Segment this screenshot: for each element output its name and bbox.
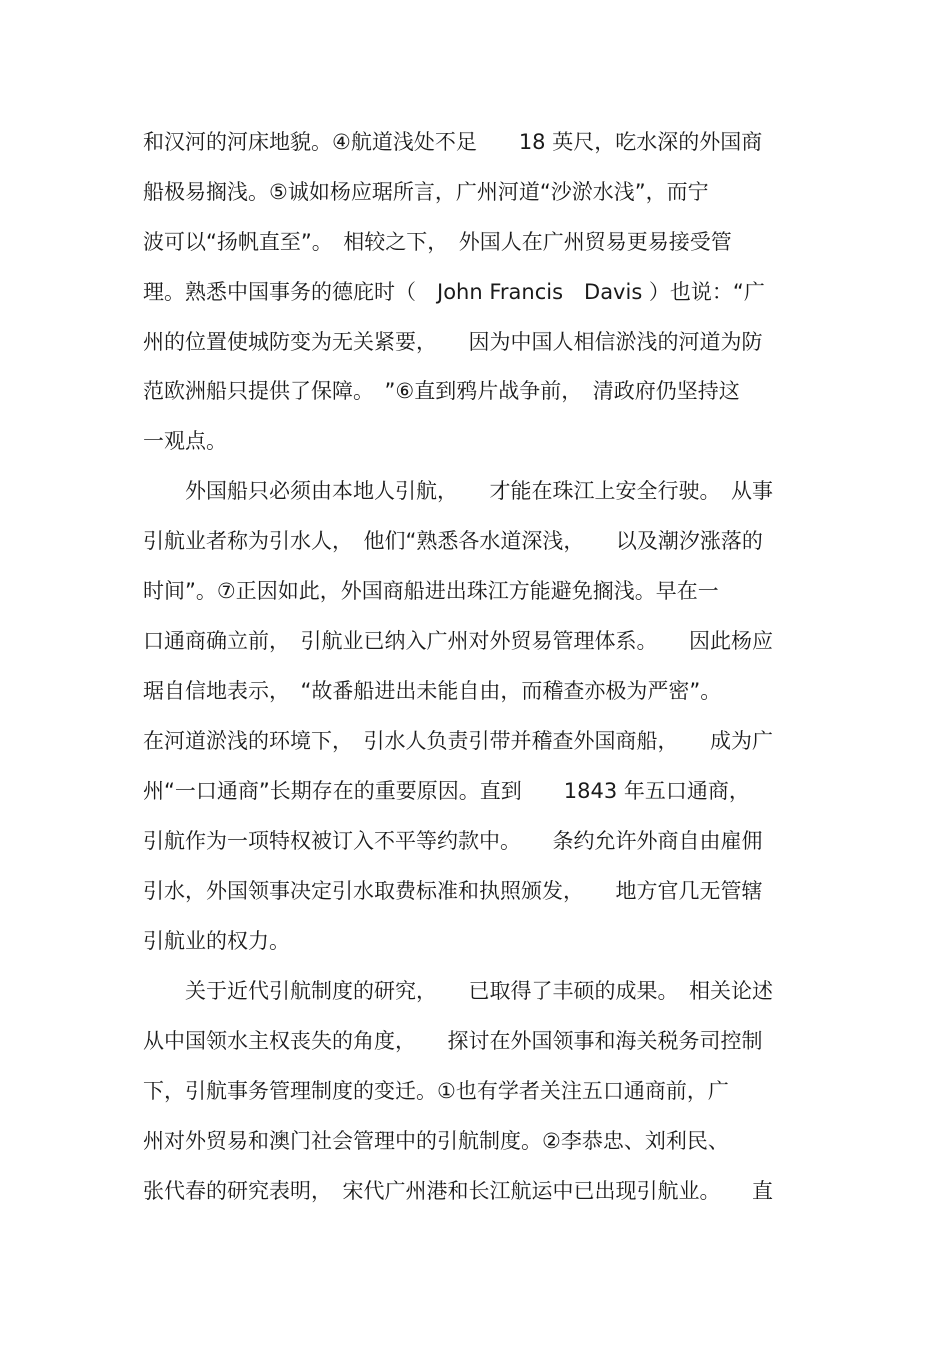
text-line: 在河道淤浅的环境下， 引水人负责引带并稽查外国商船， 成为广 (143, 729, 773, 753)
text-line: 和汉河的河床地貌。④航道浅处不足 18 英尺，吃水深的外国商 (143, 130, 763, 154)
text-line: 范欧洲船只提供了保障。 ”⑥直到鸦片战争前， 清政府仍坚持这 (143, 379, 740, 403)
text-line: 琚自信地表示， “故番船进出未能自由，而稽查亦极为严密”。 (143, 679, 722, 703)
text-line: 关于近代引航制度的研究， 已取得了丰硕的成果。 相关论述 (143, 979, 773, 1003)
text-line: 一观点。 (143, 429, 227, 453)
text-line: 张代春的研究表明， 宋代广州港和长江航运中已出现引航业。 直 (143, 1179, 773, 1203)
text-line: 口通商确立前， 引航业已纳入广州对外贸易管理体系。 因此杨应 (143, 629, 773, 653)
text-line: 引航业的权力。 (143, 929, 290, 953)
text-line: 州的位置使城防变为无关紧要， 因为中国人相信淤浅的河道为防 (143, 330, 763, 354)
text-line: 理。熟悉中国事务的德庇时（ John Francis Davis ）也说：“广 (143, 280, 765, 304)
text-line: 引水，外国领事决定引水取费标准和执照颁发， 地方官几无管辖 (143, 879, 763, 903)
text-line: 从中国领水主权丧失的角度， 探讨在外国领事和海关税务司控制 (143, 1029, 763, 1053)
text-line: 外国船只必须由本地人引航， 才能在珠江上安全行驶。 从事 (143, 479, 773, 503)
text-line: 州“一口通商”长期存在的重要原因。直到 1843 年五口通商， (143, 779, 750, 803)
text-line: 时间”。⑦正因如此，外国商船进出珠江方能避免搁浅。早在一 (143, 579, 719, 603)
text-line: 引航业者称为引水人， 他们“熟悉各水道深浅， 以及潮汐涨落的 (143, 529, 763, 553)
text-line: 引航作为一项特权被订入不平等约款中。 条约允许外商自由雇佣 (143, 829, 763, 853)
text-line: 波可以“扬帆直至”。 相较之下， 外国人在广州贸易更易接受管 (143, 230, 732, 254)
text-line: 下，引航事务管理制度的变迁。①也有学者关注五口通商前，广 (143, 1079, 729, 1103)
text-line: 船极易搁浅。⑤诚如杨应琚所言，广州河道“沙淤水浅”，而宁 (143, 180, 709, 204)
text-line: 州对外贸易和澳门社会管理中的引航制度。②李恭忠、刘利民、 (143, 1129, 729, 1153)
